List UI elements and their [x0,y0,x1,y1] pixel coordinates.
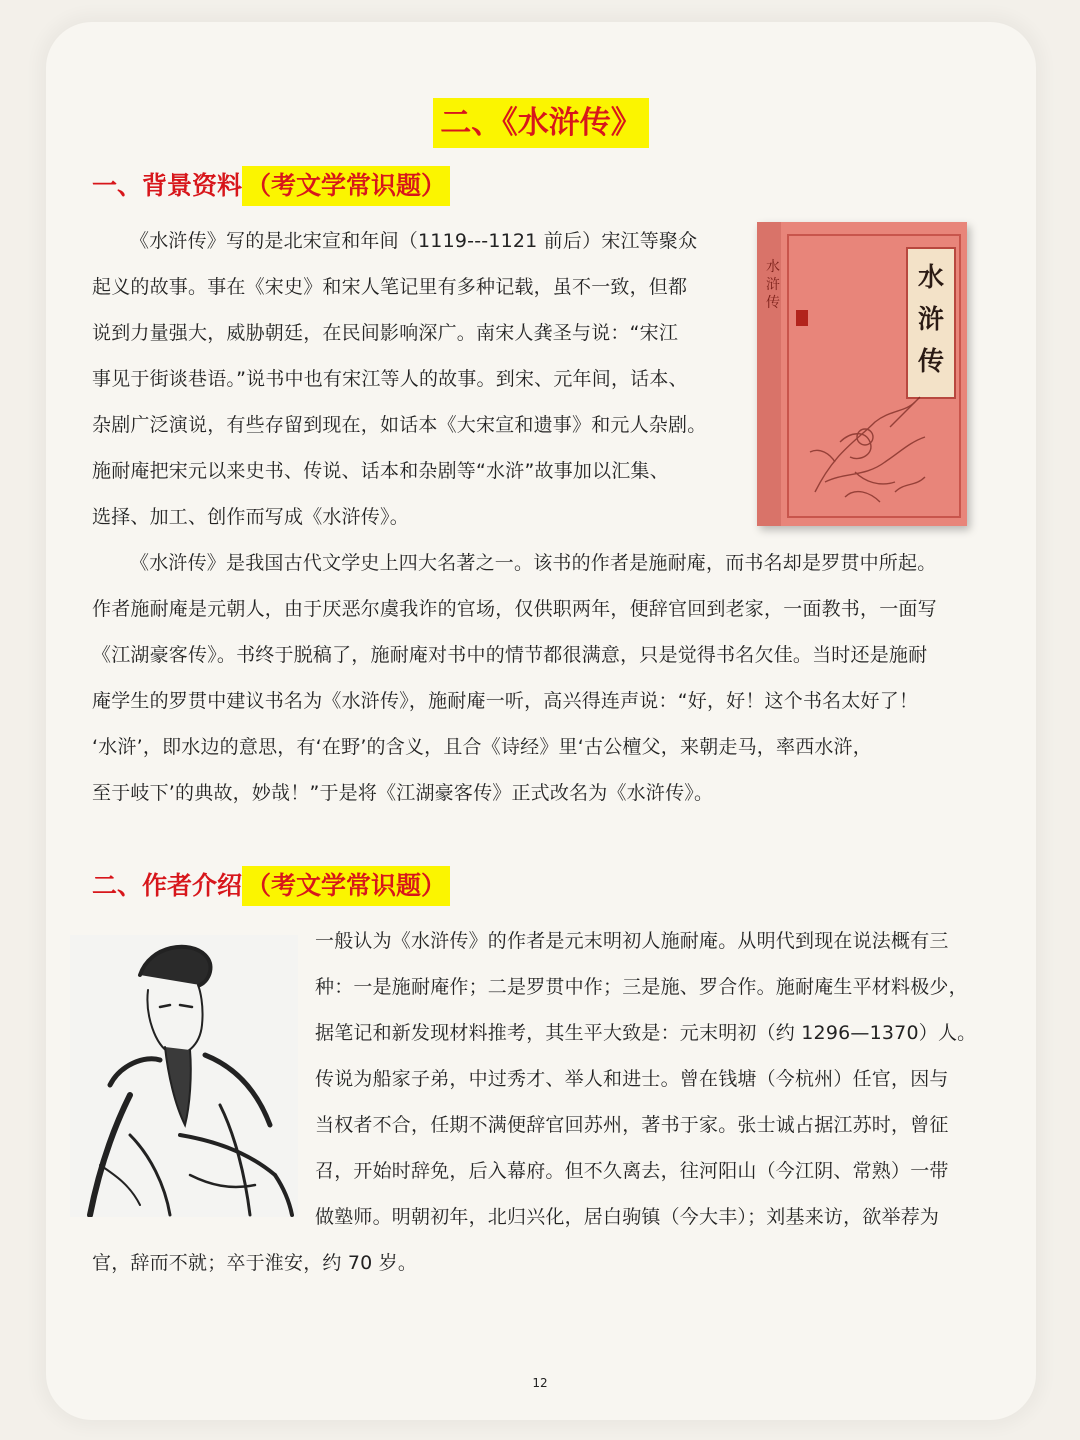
text-line: 种：一是施耐庵作；二是罗贯中作；三是施、罗合作。施耐庵生平材料极少， [315,976,968,998]
text-line: 说到力量强大，威胁朝廷，在民间影响深广。南宋人龚圣与说：“宋江 [92,322,679,344]
section1-paragraph1 [92,218,752,540]
text-line: 当权者不合，任期不满便辞官回苏州，著书于家。张士诚占据江苏时，曾征 [315,1114,949,1136]
text-line: 施耐庵把宋元以来史书、传说、话本和杂剧等“水浒”故事加以汇集、 [92,460,669,482]
scholar-portrait-icon [70,935,298,1217]
text-line: 《水浒传》写的是北宋宣和年间（1119---1121 前后）宋江等聚众 [130,230,698,252]
text-line: ‘水浒’，即水边的意思，有‘在野’的含义，且合《诗经》里‘古公檀父，来朝走马，率西水浒， [92,736,872,758]
page-number: 12 [532,1376,548,1390]
book-cover-image [757,222,967,526]
text-line: 传说为船家子弟，中过秀才、举人和进士。曾在钱塘（今杭州）任官，因与 [315,1068,949,1090]
section1-heading [92,166,450,206]
text-line: 作者施耐庵是元朝人，由于厌恶尔虞我诈的官场，仅供职两年，便辞官回到老家，一面教书，一面写 [92,598,937,620]
section2-tag: （考文学常识题） [242,866,450,906]
seal-stamp-icon [796,310,808,326]
section1-tag: （考文学常识题） [242,166,450,206]
text-line: 选择、加工、创作而写成《水浒传》。 [92,506,409,528]
section1-heading-text: 一、背景资料 [92,171,243,200]
section2-paragraph [315,918,995,1240]
section1-paragraph2 [92,540,992,816]
text-line: 起义的故事。事在《宋史》和宋人笔记里有多种记载，虽不一致，但都 [92,276,688,298]
text-line: 至于岐下’的典故，妙哉！”于是将《江湖豪客传》正式改名为《水浒传》。 [92,782,714,804]
section2-heading-text: 二、作者介绍 [92,871,243,900]
book-title: 水浒传 [917,263,944,377]
text-line: 《水浒传》是我国古代文学史上四大名著之一。该书的作者是施耐庵，而书名却是罗贯中所起。 [130,552,937,574]
book-side-title: 水浒传 [766,259,780,311]
section2-paragraph-end [92,1240,992,1286]
text-line: 做塾师。明朝初年，北归兴化，居白驹镇（今大丰）；刘基来访，欲举荐为 [315,1206,940,1228]
text-line: 一般认为《水浒传》的作者是元末明初人施耐庵。从明代到现在说法概有三 [315,930,949,952]
page-title: 二、《水浒传》 [440,105,642,141]
text-line: 庵学生的罗贯中建议书名为《水浒传》，施耐庵一听，高兴得连声说：“好，好！这个书名太好了！ [92,690,919,712]
text-line: 召，开始时辞免，后入幕府。但不久离去，往河阳山（今江阴、常熟）一带 [315,1160,949,1182]
text-line: 据笔记和新发现材料推考，其生平大致是：元末明初（约 1296—1370）人。 [315,1022,977,1044]
warrior-illustration-icon [795,382,945,512]
text-line: 杂剧广泛演说，有些存留到现在，如话本《大宋宣和遗事》和元人杂剧。 [92,414,707,436]
text-line: 事见于街谈巷语。”说书中也有宋江等人的故事。到宋、元年间，话本、 [92,368,688,390]
text-line: 官，辞而不就；卒于淮安，约 70 岁。 [92,1252,418,1274]
book-title-panel [906,247,956,399]
author-portrait-image [70,935,298,1217]
text-line: 《江湖豪客传》。书终于脱稿了，施耐庵对书中的情节都很满意，只是觉得书名欠佳。当时还是施耐 [92,644,928,666]
section2-heading [92,866,450,906]
